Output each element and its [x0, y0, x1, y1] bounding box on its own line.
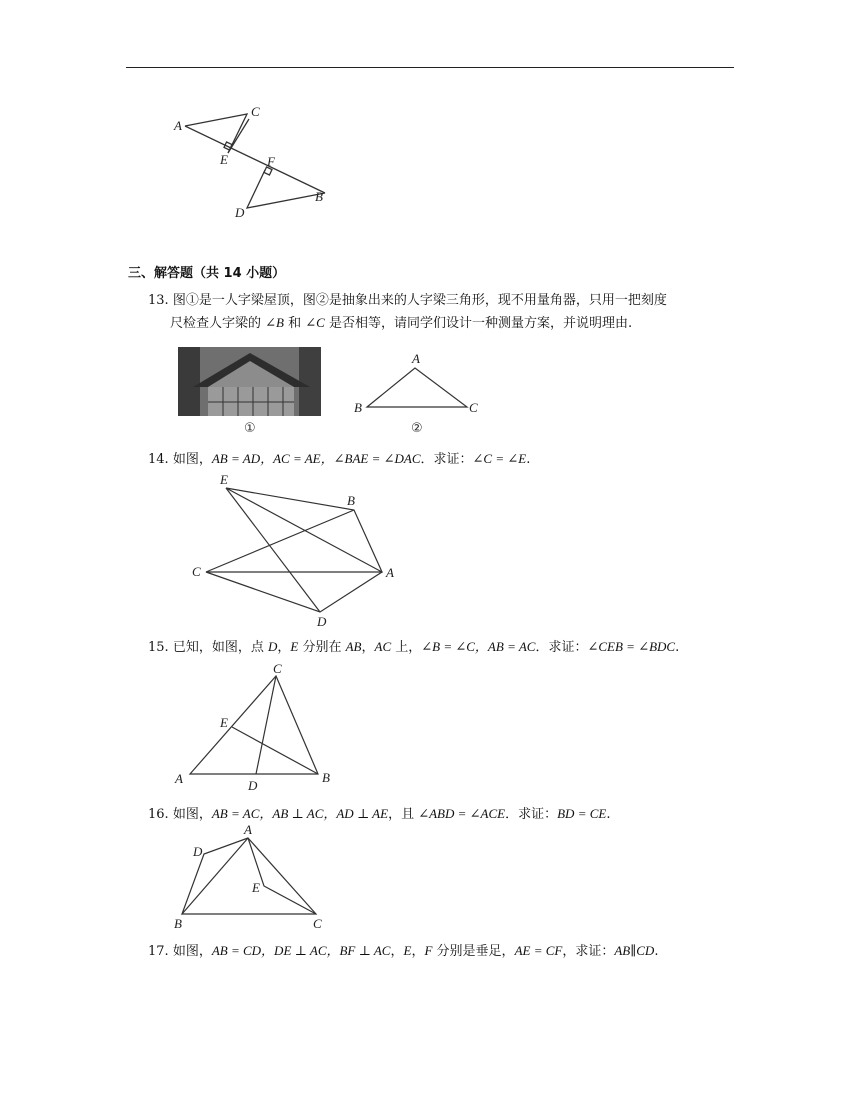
label-D: D	[235, 205, 245, 220]
label-C: C	[273, 661, 282, 676]
label-A: A	[175, 771, 183, 786]
figure-13-triangle	[350, 350, 490, 420]
label-B: B	[315, 189, 323, 204]
caption-figure-2: ②	[411, 421, 423, 436]
figure-top-triangles	[165, 98, 340, 223]
question-15: 15. 已知，如图，点 D，E 分别在 AB，AC 上，∠B = ∠C，AB = AC．求证：∠CEB = ∠BDC.	[148, 639, 680, 655]
label-C: C	[469, 400, 478, 415]
section-title: 三、解答题（共 14 小题）	[128, 266, 286, 281]
label-E: E	[220, 715, 228, 730]
figure-14	[188, 470, 408, 630]
label-A: A	[386, 565, 394, 580]
label-E: E	[220, 472, 228, 487]
question-13	[148, 290, 667, 312]
label-C: C	[192, 564, 201, 579]
roof-photo-art	[178, 347, 321, 416]
question-16: 16. 如图，AB = AC，AB ⊥ AC，AD ⊥ AE，且 ∠ABD = ∠ACE．求证：BD = CE.	[148, 806, 611, 822]
q13-number: 13.	[148, 293, 169, 308]
label-E: E	[220, 152, 228, 167]
label-B: B	[322, 770, 330, 785]
caption-figure-1: ①	[244, 421, 256, 436]
label-B: B	[354, 400, 362, 415]
roof-photo	[178, 347, 321, 416]
label-E: E	[252, 880, 260, 895]
label-B: B	[174, 916, 182, 931]
label-D: D	[248, 778, 258, 793]
label-C: C	[313, 916, 322, 931]
label-D: D	[317, 614, 327, 629]
label-A: A	[174, 118, 182, 133]
header-rule	[126, 67, 734, 68]
label-F: F	[267, 154, 275, 169]
label-D: D	[193, 844, 203, 859]
q13-line1: 图①是一人字梁屋顶，图②是抽象出来的人字梁三角形，现不用量角器，只用一把刻度	[172, 293, 667, 308]
label-C: C	[251, 104, 260, 119]
figure-15	[170, 660, 345, 795]
question-17: 17. 如图，AB = CD，DE ⊥ AC，BF ⊥ AC，E，F 分别是垂足，AE = CF，求证：AB∥CD.	[148, 943, 659, 959]
label-B: B	[347, 493, 355, 508]
figure-16	[168, 822, 343, 934]
label-A: A	[244, 822, 252, 837]
label-A: A	[412, 351, 420, 366]
question-13-line2: 尺检查人字梁的 ∠B 和 ∠C 是否相等，请同学们设计一种测量方案，并说明理由.	[170, 315, 633, 331]
question-14: 14. 如图，AB = AD，AC = AE，∠BAE = ∠DAC．求证：∠C = ∠E.	[148, 451, 531, 467]
